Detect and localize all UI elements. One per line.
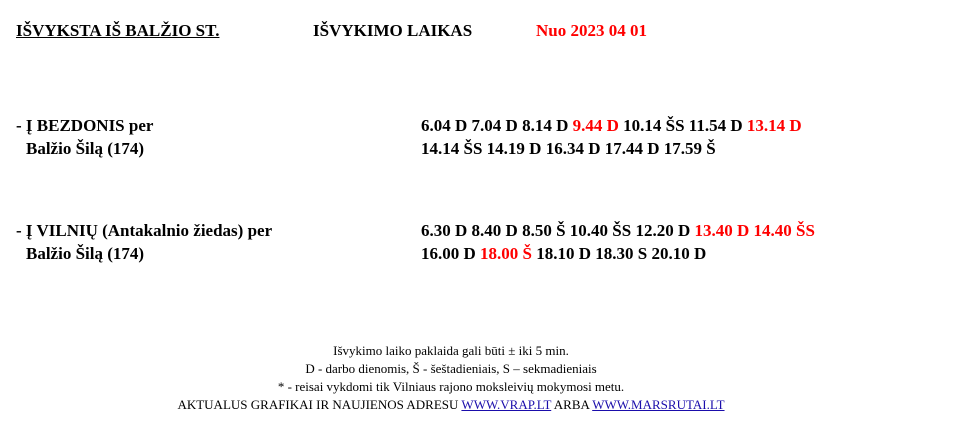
departure-time: 8.40 D (471, 221, 523, 240)
websites-prefix: AKTUALUS GRAFIKAI IR NAUJIENOS ADRESU (177, 397, 462, 412)
times-line (421, 137, 802, 160)
route-name-line2: Balžio Šilą (174) (26, 139, 145, 158)
departure-time: 7.04 D (471, 116, 523, 135)
valid-from-date: Nuo 2023 04 01 (536, 21, 647, 40)
departure-time: 18.00 Š (480, 244, 537, 263)
departure-time: 14.19 D (486, 139, 546, 158)
departure-time: 8.14 D (522, 116, 573, 135)
departure-time: 6.04 D (421, 116, 472, 135)
departure-time: 18.30 S (595, 244, 652, 263)
departure-time: 10.14 ŠS (623, 116, 689, 135)
tolerance-note: Išvykimo laiko paklaida gali būti ± iki 5 min. (333, 343, 569, 358)
route-name-line1: - Į VILNIŲ (Antakalnio žiedas) per (16, 221, 273, 240)
times-line (421, 219, 815, 242)
departure-time: 8.50 Š (522, 221, 570, 240)
departure-time: 17.44 D (604, 139, 664, 158)
departure-time: 14.40 ŠS (753, 221, 815, 240)
departure-time: 13.40 D (694, 221, 754, 240)
departure-time: 14.14 ŠS (421, 139, 487, 158)
departure-time: 16.34 D (545, 139, 605, 158)
vrap-link[interactable]: WWW.VRAP.LT (461, 397, 552, 412)
route-name-bezdonys (16, 114, 153, 160)
departure-time: 6.30 D (421, 221, 472, 240)
marsrutai-link[interactable]: WWW.MARSRUTAI.LT (592, 397, 725, 412)
departure-time: 12.20 D (635, 221, 695, 240)
departure-time: 13.14 D (746, 116, 802, 135)
route-name-line1: - Į BEZDONIS per (16, 116, 154, 135)
departure-time-heading: IŠVYKIMO LAIKAS (313, 21, 473, 40)
footer-notes (0, 342, 902, 414)
legend-note: D - darbo dienomis, Š - šeštadieniais, S – sekmadieniais (305, 361, 597, 376)
departure-time: 11.54 D (688, 116, 747, 135)
departure-time: 18.10 D (536, 244, 596, 263)
departure-time: 17.59 Š (663, 139, 716, 158)
school-trips-note: * - reisai vykdomi tik Vilniaus rajono moksleivių mokymosi metu. (277, 379, 625, 394)
route-times-bezdonys (421, 114, 802, 160)
route-name-vilnius (16, 219, 272, 265)
times-line (421, 114, 802, 137)
route-times-vilnius (421, 219, 815, 265)
departure-time: 20.10 D (651, 244, 707, 263)
route-name-line2: Balžio Šilą (174) (26, 244, 145, 263)
websites-mid: ARBA (551, 397, 593, 412)
times-line (421, 242, 815, 265)
departure-time: 9.44 D (572, 116, 624, 135)
departure-time: 16.00 D (421, 244, 481, 263)
websites-note (0, 396, 902, 414)
stop-title: IŠVYKSTA IŠ BALŽIO ST. (16, 21, 220, 40)
departure-time: 10.40 ŠS (569, 221, 636, 240)
